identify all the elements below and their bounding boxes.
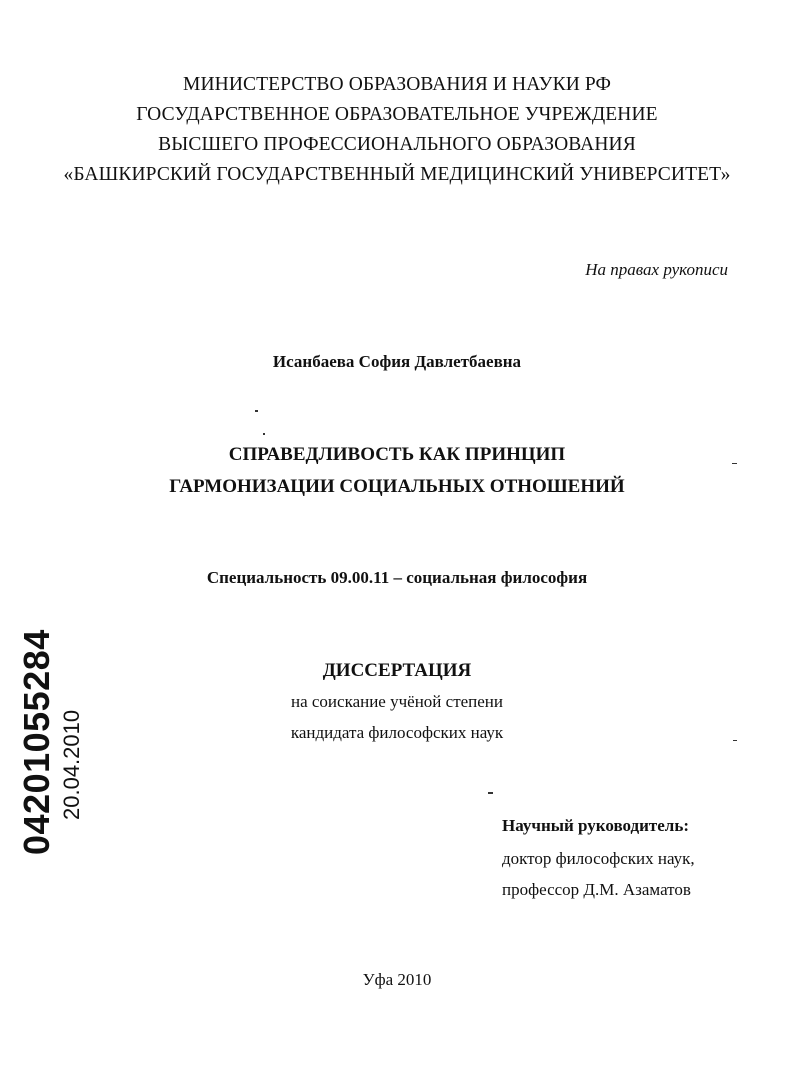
author-name: Исанбаева София Давлетбаевна (272, 352, 522, 371)
supervisor-degree: доктор философских наук, (502, 849, 695, 868)
manuscript-note: На правах рукописи (585, 260, 728, 279)
header-university-line: «БАШКИРСКИЙ ГОСУДАРСТВЕННЫЙ МЕДИЦИНСКИЙ УНИВЕРСИТЕТ» (63, 164, 731, 185)
degree-line1: на соискание учёной степени (290, 692, 504, 711)
supervisor-label: Научный руководитель: (502, 816, 689, 835)
library-stamp-number: 04201055284 (16, 629, 57, 855)
dissertation-heading: ДИССЕРТАЦИЯ (322, 660, 472, 681)
place-year: Уфа 2010 (362, 970, 432, 989)
dissertation-title-line1: СПРАВЕДЛИВОСТЬ КАК ПРИНЦИП (228, 444, 566, 465)
supervisor-name: профессор Д.М. Азаматов (502, 880, 691, 899)
scan-speck (488, 792, 493, 794)
degree-line2: кандидата философских наук (290, 723, 504, 742)
specialty: Специальность 09.00.11 – социальная философия (206, 568, 588, 587)
scan-speck (733, 740, 737, 741)
scan-speck (732, 463, 737, 464)
header-ministry-line: МИНИСТЕРСТВО ОБРАЗОВАНИЯ И НАУКИ РФ (183, 74, 611, 95)
header-institution-line: ГОСУДАРСТВЕННОЕ ОБРАЗОВАТЕЛЬНОЕ УЧРЕЖДЕНИЕ (136, 104, 658, 125)
scan-speck (255, 410, 258, 412)
dissertation-title-line2: ГАРМОНИЗАЦИИ СОЦИАЛЬНЫХ ОТНОШЕНИЙ (169, 476, 625, 497)
scan-speck (263, 433, 265, 435)
library-stamp-date: 20.04.2010 (59, 709, 84, 820)
header-education-line: ВЫСШЕГО ПРОФЕССИОНАЛЬНОГО ОБРАЗОВАНИЯ (158, 134, 636, 155)
